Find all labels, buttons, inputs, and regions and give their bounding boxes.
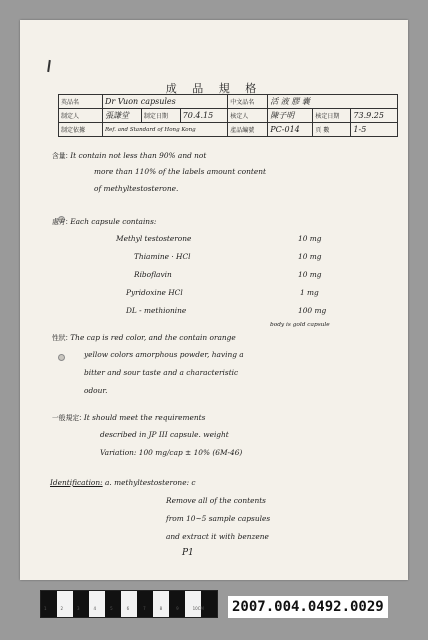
punch-hole	[58, 354, 65, 361]
description-line: bitter and sour taste and a characteristic	[84, 368, 239, 377]
formula-item-amount: 1 mg	[300, 288, 319, 297]
label-english-name: 英品名	[59, 95, 103, 109]
scale-label: 9	[176, 606, 179, 611]
scale-label: 8	[159, 606, 163, 611]
pen-mark	[47, 60, 51, 72]
scale-label: 1	[44, 606, 47, 611]
label-date: 制定日期	[141, 109, 180, 123]
general-section	[52, 412, 205, 422]
content-line: It contain not less than 90% and not	[70, 151, 207, 160]
description-line: The cap is red color, and the contain orange	[70, 333, 236, 342]
content-line: more than 110% of the labels amount content	[94, 167, 266, 176]
formula-label: 處方:	[52, 218, 68, 226]
label-product-no: 產品編號	[228, 123, 268, 137]
description-line: yellow colors amorphous powder, having a	[84, 350, 244, 359]
formula-item-amount: 10 mg	[298, 270, 322, 279]
formula-intro: Each capsule contains:	[70, 217, 157, 226]
label-pages: 頁 數	[313, 123, 351, 137]
identification-line: from 10~5 sample capsules	[166, 514, 271, 523]
description-line: odour.	[84, 386, 108, 395]
document-page	[20, 20, 408, 580]
scale-label: 2	[60, 606, 64, 611]
scale-label: 5	[110, 606, 113, 611]
value-english-name: Dr Vuon capsules	[103, 95, 228, 109]
scale-label: 10CM	[192, 606, 204, 611]
formula-section	[52, 216, 156, 226]
scale-labels	[44, 606, 204, 611]
value-pages: 1-5	[351, 123, 398, 137]
identification-line: a. methyltestosterone: c	[105, 478, 196, 487]
value-author: 張謙堂	[103, 109, 142, 123]
label-author: 制定人	[59, 109, 103, 123]
identification-section	[50, 478, 196, 487]
scale-label: 4	[93, 606, 97, 611]
formula-item-name: Methyl testosterone	[116, 234, 192, 243]
accession-number: 2007.004.0492.0029	[228, 596, 388, 618]
general-line: described in JP III capsule. weight	[100, 430, 229, 439]
value-basis: Ref. and Standard of Hong Kong	[103, 123, 228, 137]
description-label: 性狀:	[52, 334, 68, 342]
color-scale-bar	[40, 590, 218, 618]
page-number: P1	[182, 548, 194, 558]
scale-label: 6	[126, 606, 130, 611]
general-label: 一般規定:	[52, 414, 82, 422]
label-chinese-name: 中文品名	[228, 95, 268, 109]
value-approve-date: 73.9.25	[351, 109, 398, 123]
content-line: of methyltestosterone.	[94, 184, 179, 193]
description-section	[52, 332, 236, 342]
scale-label: 7	[143, 606, 146, 611]
formula-item-amount: 10 mg	[298, 252, 322, 261]
label-approve-date: 核定日期	[313, 109, 351, 123]
value-date: 70.4.15	[180, 109, 228, 123]
value-approver: 陳子明	[268, 109, 313, 123]
label-basis: 制定依據	[59, 123, 103, 137]
formula-item-amount: 100 mg	[298, 306, 327, 315]
content-label: 含量:	[52, 152, 68, 160]
identification-line: Remove all of the contents	[166, 496, 266, 505]
scale-label: 3	[77, 606, 80, 611]
formula-item-name: Riboflavin	[134, 270, 172, 279]
general-line: It should meet the requirements	[83, 413, 206, 422]
formula-item-name: DL - methionine	[126, 306, 187, 315]
formula-item-name: Pyridoxine HCl	[126, 288, 183, 297]
value-product-no: PC-014	[268, 123, 313, 137]
general-line: Variation: 100 mg/cap ± 10% (6M-46)	[100, 448, 243, 457]
description-insert: body is gold capsule	[270, 322, 330, 328]
spec-header-table	[58, 94, 398, 137]
formula-item-name: Thiamine · HCl	[134, 252, 191, 261]
identification-line: and extract it with benzene	[166, 532, 269, 541]
value-chinese-name: 活 液 膠 囊	[268, 95, 398, 109]
label-approver: 核定人	[228, 109, 268, 123]
formula-item-amount: 10 mg	[298, 234, 322, 243]
identification-label: Identification:	[50, 478, 103, 487]
page-title: 成 品 規 格	[165, 82, 263, 95]
content-section	[52, 150, 206, 160]
